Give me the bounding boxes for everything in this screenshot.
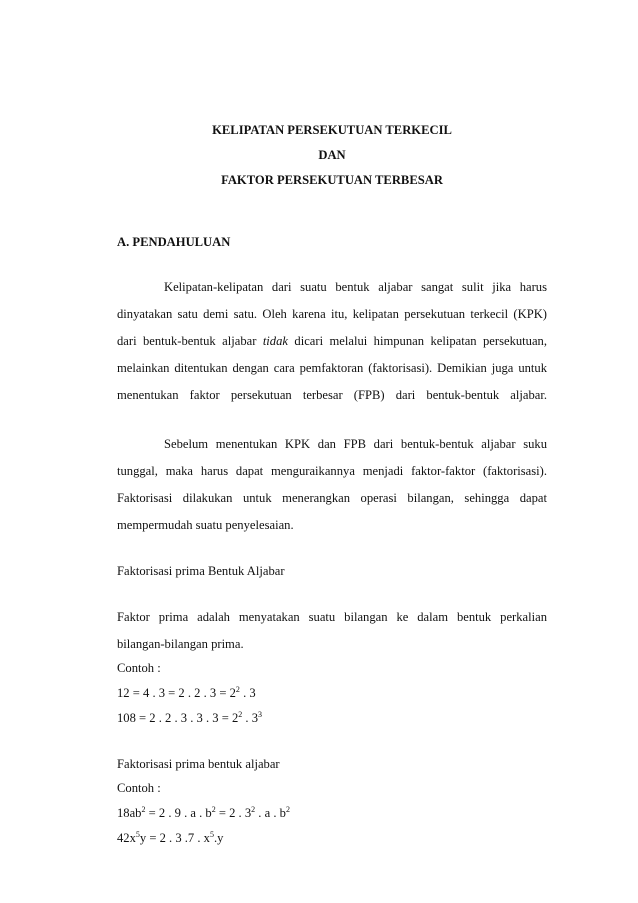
example-1-row-2-a: 108 = 2 . 2 . 3 . 3 . 3 = 2	[117, 711, 239, 725]
example-1-row-1-exponent: 2	[235, 685, 240, 694]
paragraph-1-line-5: menentukan faktor persekutuan terbesar (FPB) dari bentuk-bentuk aljabar.	[117, 388, 547, 402]
example-2-row-1-c: = 2 . 3	[215, 806, 252, 820]
paragraph-3-line-1: Faktor prima adalah menyatakan suatu bilangan ke dalam bentuk perkalian	[117, 610, 547, 624]
example-2-row-2-exponent-2: 5	[209, 830, 214, 839]
example-2-row-2-a: 42x	[117, 831, 136, 845]
example-2-row-1-exponent-4: 2	[285, 805, 290, 814]
example-1-row-1-b: . 3	[239, 686, 256, 700]
paragraph-3-line-2: bilangan-bilangan prima.	[117, 637, 244, 651]
paragraph-1-line-3	[117, 333, 547, 349]
title-line-1: KELIPATAN PERSEKUTUAN TERKECIL	[212, 123, 452, 137]
paragraph-1-line-4: melainkan ditentukan dengan cara pemfaktoran (faktorisasi). Demikian juga untuk	[117, 361, 547, 375]
example-2-row-1-b: = 2 . 9 . a . b	[145, 806, 212, 820]
paragraph-1-line-1: Kelipatan-kelipatan dari suatu bentuk aljabar sangat sulit jika harus	[164, 280, 547, 294]
subheading-faktorisasi-aljabar: Faktorisasi prima bentuk aljabar	[117, 757, 280, 771]
section-heading-pendahuluan: A. PENDAHULUAN	[117, 235, 231, 249]
paragraph-1-line-3-part-b: dicari melalui himpunan kelipatan persekutuan,	[288, 334, 547, 348]
example-2-row-2-c: .y	[213, 831, 224, 845]
example-1-row-2-b: . 3	[242, 711, 259, 725]
example-2-row-1	[117, 805, 547, 821]
italic-word-tidak: tidak	[262, 334, 288, 348]
example-2-row-2	[117, 830, 547, 846]
paragraph-2-line-2: tunggal, maka harus dapat menguraikannya menjadi faktor-faktor (faktorisasi).	[117, 464, 547, 478]
example-2-label: Contoh :	[117, 781, 161, 795]
example-1-row-1	[117, 685, 547, 701]
paragraph-2-line-3: Faktorisasi dilakukan untuk menerangkan operasi bilangan, sehingga dapat	[117, 491, 547, 505]
subheading-faktorisasi-prima: Faktorisasi prima Bentuk Aljabar	[117, 564, 285, 578]
example-1-row-2-exponent-2: 3	[258, 710, 263, 719]
example-2-row-2-b: y = 2 . 3 .7 . x	[139, 831, 210, 845]
example-1-row-2	[117, 710, 547, 726]
example-2-row-1-exponent-1: 2	[141, 805, 146, 814]
example-2-row-1-exponent-3: 2	[251, 805, 256, 814]
paragraph-1-line-2: dinyatakan satu demi satu. Oleh karena itu, kelipatan persekutuan terkecil (KPK)	[117, 307, 547, 321]
title-line-3: FAKTOR PERSEKUTUAN TERBESAR	[221, 173, 443, 187]
example-1-row-2-exponent-1: 2	[238, 710, 243, 719]
example-1-label: Contoh :	[117, 661, 161, 675]
paragraph-1-line-3-part-a: dari bentuk-bentuk aljabar	[117, 334, 263, 348]
example-1-row-1-a: 12 = 4 . 3 = 2 . 2 . 3 = 2	[117, 686, 236, 700]
example-2-row-2-exponent-1: 5	[135, 830, 140, 839]
example-2-row-1-a: 18ab	[117, 806, 142, 820]
paragraph-2-line-4: mempermudah suatu penyelesaian.	[117, 518, 294, 532]
title-line-2: DAN	[318, 148, 346, 162]
paragraph-2-line-1: Sebelum menentukan KPK dan FPB dari bentuk-bentuk aljabar suku	[164, 437, 547, 451]
example-2-row-1-exponent-2: 2	[211, 805, 216, 814]
example-2-row-1-d: . a . b	[255, 806, 286, 820]
